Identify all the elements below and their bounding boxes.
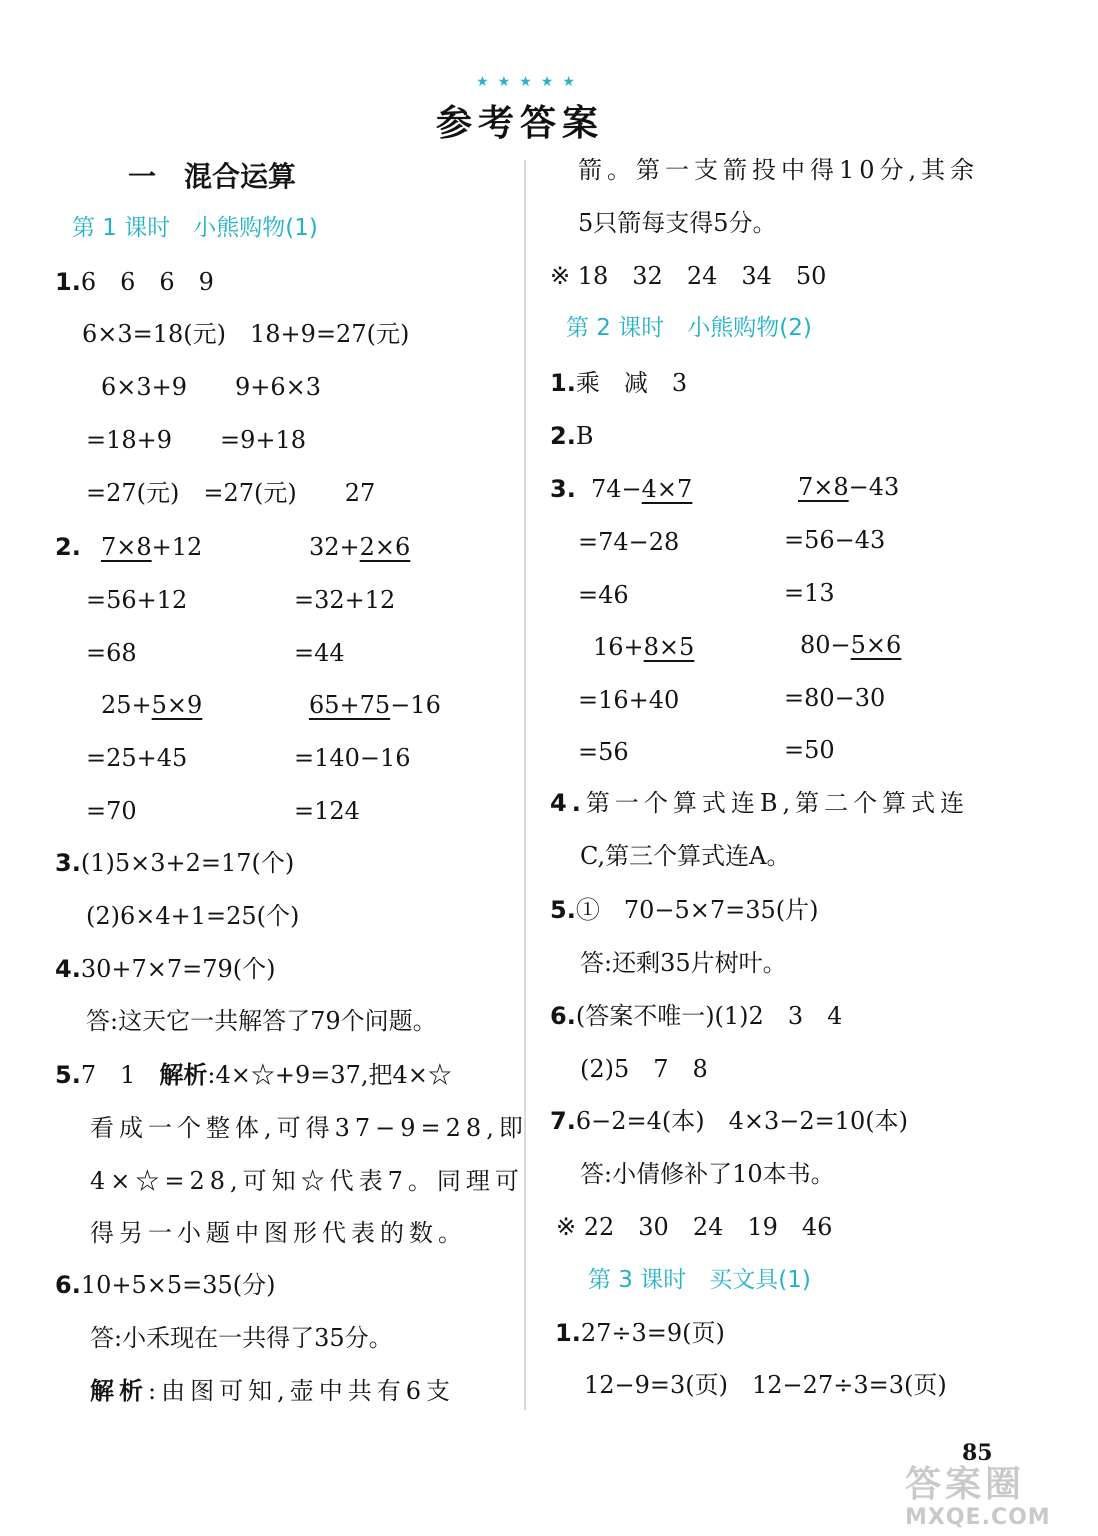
underlined-step: 5×9 xyxy=(151,691,203,719)
answer-line xyxy=(55,267,214,297)
answer-line xyxy=(550,1106,908,1136)
question-number: 5. xyxy=(55,1061,81,1089)
answer-line: =16+40 xyxy=(578,686,680,714)
question-number: 1. xyxy=(550,369,576,397)
expression xyxy=(309,690,441,720)
answer-line xyxy=(550,421,593,451)
underlined-step: 8×5 xyxy=(643,633,695,661)
watermark-url: MXQE.COM xyxy=(905,1505,1051,1530)
expression xyxy=(800,630,901,660)
answer-line: =56−43 xyxy=(784,526,886,554)
lesson-heading-1: 第 1 课时 小熊购物(1) xyxy=(72,215,318,241)
answer-line: 6×3+9 9+6×3 xyxy=(101,373,322,401)
answer-line: =18+9 =9+18 xyxy=(86,426,307,454)
answer-line: =56+12 xyxy=(86,586,188,614)
question-number: 5. xyxy=(550,896,576,924)
question-number: 1. xyxy=(555,1319,581,1347)
question-number: 1. xyxy=(55,268,81,296)
answer-line xyxy=(550,788,969,818)
answer-line: =25+45 xyxy=(86,744,188,772)
answer-line xyxy=(55,1060,452,1090)
lesson-heading-2: 第 2 课时 小熊购物(2) xyxy=(566,315,812,341)
answer-text: (答案不唯一)(1)2 3 4 xyxy=(575,1002,843,1030)
expression-rest: 74− xyxy=(591,475,642,503)
answer-text: 6 6 6 9 xyxy=(80,268,214,296)
question-number: 6. xyxy=(55,1271,81,1299)
answer-line: 答:还剩35片树叶。 xyxy=(580,949,787,977)
answer-line: 答:这天它一共解答了79个问题。 xyxy=(86,1007,437,1035)
expression xyxy=(591,474,692,504)
underlined-step: 65+75 xyxy=(309,691,391,719)
answer-line: =44 xyxy=(294,639,345,667)
answer-line xyxy=(90,1376,455,1406)
answer-text: 7 1 xyxy=(80,1061,160,1089)
question-number: 4. xyxy=(550,789,586,817)
watermark-logo xyxy=(905,1465,1095,1535)
question-number: 3. xyxy=(550,475,576,503)
lesson-heading-3: 第 3 课时 买文具(1) xyxy=(588,1267,811,1293)
answer-text: 6−2=4(本) 4×3−2=10(本) xyxy=(575,1107,908,1135)
answer-line: =74−28 xyxy=(578,528,680,556)
answer-line xyxy=(550,895,819,925)
expression-rest: 80− xyxy=(800,631,851,659)
answer-line: =56 xyxy=(578,738,629,766)
expression xyxy=(593,632,694,662)
page-number: 85 xyxy=(962,1440,993,1466)
answer-text: 10+5×5=35(分) xyxy=(80,1271,276,1299)
answer-line: 6×3=18(元) 18+9=27(元) xyxy=(82,320,410,348)
expression-rest: −43 xyxy=(848,473,900,501)
analysis-label: 解析 xyxy=(90,1376,148,1405)
underlined-step: 4×7 xyxy=(641,475,693,503)
expression xyxy=(101,532,202,562)
expression-rest: −16 xyxy=(390,691,441,719)
answer-line: 得另一小题中图形代表的数。 xyxy=(90,1219,467,1247)
answer-line: C,第三个算式连A。 xyxy=(580,842,791,870)
question-number: 2. xyxy=(550,422,576,450)
answer-line: ※ 22 30 24 19 46 xyxy=(556,1213,833,1241)
answer-line: =70 xyxy=(86,797,137,825)
answer-line xyxy=(550,1001,842,1031)
answer-text: (1)5×3+2=17(个) xyxy=(80,849,295,877)
watermark-text: 答案圈 xyxy=(905,1464,1026,1505)
question-number: 7. xyxy=(550,1107,576,1135)
question-number: 2. xyxy=(55,533,81,561)
expression-rest: 16+ xyxy=(593,633,644,661)
answer-line: 看成一个整体,可得37−9=28,即 xyxy=(90,1114,528,1142)
column-divider xyxy=(524,160,526,1410)
underlined-step: 7×8 xyxy=(798,473,849,501)
answer-line: 箭。第一支箭投中得10分,其余 xyxy=(578,156,980,184)
answer-line: =50 xyxy=(784,736,835,764)
answer-text: :由图可知,壶中共有6支 xyxy=(148,1377,455,1405)
answer-line: =140−16 xyxy=(294,744,411,772)
answer-line: =32+12 xyxy=(294,586,396,614)
answer-line: 12−9=3(页) 12−27÷3=3(页) xyxy=(584,1371,947,1399)
answer-line: (2)6×4+1=25(个) xyxy=(86,902,300,930)
expression xyxy=(798,472,899,502)
answer-line: =124 xyxy=(294,797,360,825)
underlined-step: 2×6 xyxy=(359,533,411,561)
answer-line: =68 xyxy=(86,639,137,667)
answer-line: 答:小禾现在一共得了35分。 xyxy=(90,1324,393,1352)
expression-rest: 32+ xyxy=(309,533,360,561)
answer-text: 第一个算式连B,第二个算式连 xyxy=(585,789,970,817)
answer-text: B xyxy=(575,422,594,450)
answer-line xyxy=(550,474,576,504)
question-number: 4. xyxy=(55,955,81,983)
answer-text: ① 70−5×7=35(片) xyxy=(575,896,819,924)
answer-line: =27(元) =27(元) 27 xyxy=(86,479,376,507)
answer-line xyxy=(55,848,294,878)
unit-heading: 一 混合运算 xyxy=(128,160,297,193)
answer-line: =46 xyxy=(578,581,629,609)
expression-rest: +12 xyxy=(151,533,203,561)
answer-line xyxy=(555,1318,725,1348)
answer-line: (2)5 7 8 xyxy=(580,1055,708,1083)
answer-line: =13 xyxy=(784,579,835,607)
answer-line xyxy=(55,954,276,984)
answer-line xyxy=(55,532,81,562)
expression-rest: 25+ xyxy=(101,691,152,719)
decorative-stars: ★★★★★ xyxy=(476,74,584,90)
underlined-step: 7×8 xyxy=(101,533,152,561)
answer-line xyxy=(55,1270,276,1300)
answer-line xyxy=(550,368,687,398)
question-number: 6. xyxy=(550,1002,576,1030)
answer-text: 30+7×7=79(个) xyxy=(80,955,276,983)
page-title: 参考答案 xyxy=(435,103,604,144)
answer-line: ※ 18 32 24 34 50 xyxy=(550,262,827,290)
answer-text: :4×☆+9=37,把4×☆ xyxy=(207,1061,452,1089)
answer-text: 乘 减 3 xyxy=(575,369,688,397)
answer-line: 答:小倩修补了10本书。 xyxy=(580,1160,835,1188)
expression xyxy=(309,532,410,562)
analysis-label: 解析 xyxy=(159,1060,208,1089)
answer-line: 4×☆=28,可知☆代表7。同理可 xyxy=(90,1167,524,1195)
answer-text: 27÷3=9(页) xyxy=(580,1319,725,1347)
answer-line: 5只箭每支得5分。 xyxy=(578,209,777,237)
question-number: 3. xyxy=(55,849,81,877)
answer-line: =80−30 xyxy=(784,684,886,712)
underlined-step: 5×6 xyxy=(850,631,902,659)
expression xyxy=(101,690,202,720)
